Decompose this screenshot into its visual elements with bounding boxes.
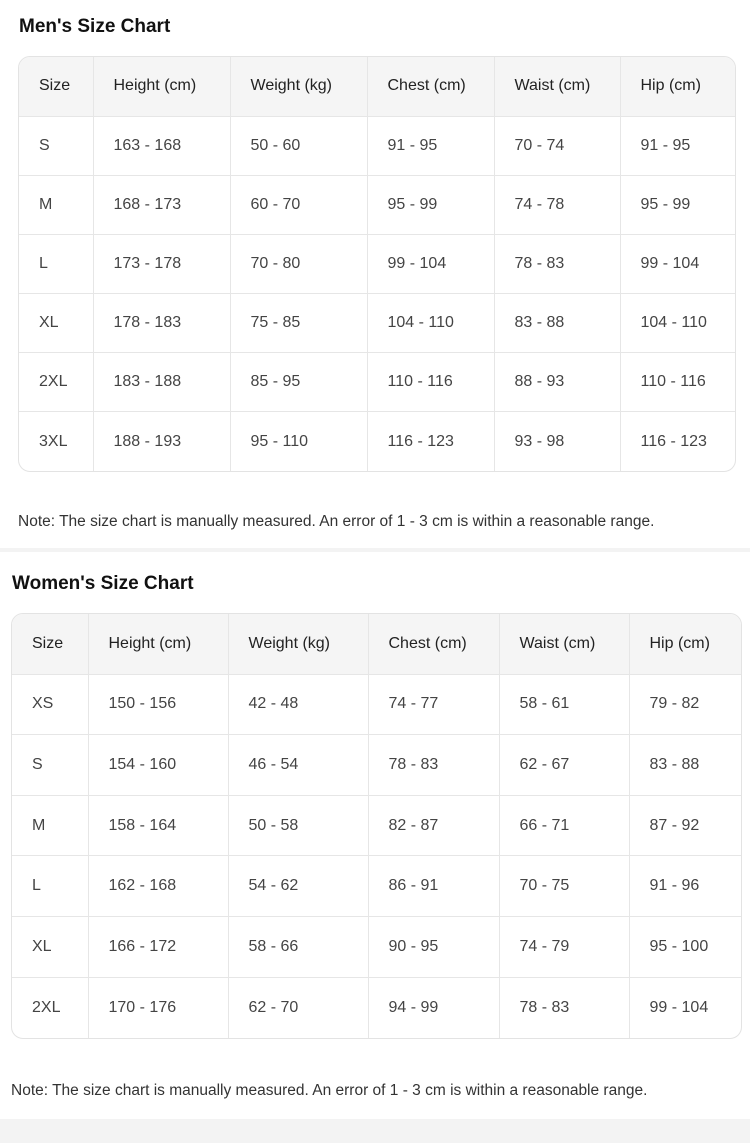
- cell-height: 170 - 176: [88, 977, 228, 1038]
- cell-height: 162 - 168: [88, 856, 228, 917]
- cell-weight: 58 - 66: [228, 917, 368, 978]
- womens-chart-title: Women's Size Chart: [12, 573, 194, 594]
- header-chest: Chest (cm): [367, 57, 494, 116]
- cell-chest: 90 - 95: [368, 917, 499, 978]
- header-weight: Weight (kg): [230, 57, 367, 116]
- cell-height: 183 - 188: [93, 353, 230, 412]
- cell-waist: 70 - 75: [499, 856, 629, 917]
- header-hip: Hip (cm): [629, 614, 741, 674]
- cell-hip: 79 - 82: [629, 674, 741, 735]
- table-row: [12, 917, 741, 978]
- cell-waist: 78 - 83: [494, 234, 620, 293]
- header-height: Height (cm): [93, 57, 230, 116]
- mens-size-section: [0, 0, 750, 548]
- table-row: [12, 977, 741, 1038]
- cell-size: XL: [19, 293, 93, 352]
- cell-waist: 78 - 83: [499, 977, 629, 1038]
- cell-hip: 95 - 99: [620, 175, 735, 234]
- cell-height: 178 - 183: [93, 293, 230, 352]
- cell-waist: 93 - 98: [494, 412, 620, 471]
- cell-height: 173 - 178: [93, 234, 230, 293]
- table-row: [19, 175, 735, 234]
- header-waist: Waist (cm): [499, 614, 629, 674]
- cell-height: 154 - 160: [88, 735, 228, 796]
- cell-size: S: [19, 116, 93, 175]
- header-chest: Chest (cm): [368, 614, 499, 674]
- header-weight: Weight (kg): [228, 614, 368, 674]
- cell-weight: 50 - 58: [228, 795, 368, 856]
- cell-waist: 62 - 67: [499, 735, 629, 796]
- cell-waist: 88 - 93: [494, 353, 620, 412]
- table-header-row: [12, 614, 741, 674]
- cell-waist: 66 - 71: [499, 795, 629, 856]
- cell-size: L: [19, 234, 93, 293]
- cell-size: M: [19, 175, 93, 234]
- cell-weight: 75 - 85: [230, 293, 367, 352]
- cell-weight: 95 - 110: [230, 412, 367, 471]
- cell-hip: 95 - 100: [629, 917, 741, 978]
- cell-height: 168 - 173: [93, 175, 230, 234]
- cell-size: M: [12, 795, 88, 856]
- cell-hip: 110 - 116: [620, 353, 735, 412]
- cell-size: L: [12, 856, 88, 917]
- table-row: [19, 293, 735, 352]
- header-height: Height (cm): [88, 614, 228, 674]
- cell-chest: 94 - 99: [368, 977, 499, 1038]
- cell-waist: 83 - 88: [494, 293, 620, 352]
- cell-weight: 62 - 70: [228, 977, 368, 1038]
- cell-weight: 85 - 95: [230, 353, 367, 412]
- womens-size-table: [11, 613, 742, 1039]
- table-row: [12, 856, 741, 917]
- header-waist: Waist (cm): [494, 57, 620, 116]
- cell-weight: 46 - 54: [228, 735, 368, 796]
- cell-height: 150 - 156: [88, 674, 228, 735]
- cell-chest: 116 - 123: [367, 412, 494, 471]
- womens-size-section: [0, 552, 750, 1119]
- cell-hip: 91 - 96: [629, 856, 741, 917]
- mens-chart-title: Men's Size Chart: [19, 16, 171, 37]
- cell-weight: 70 - 80: [230, 234, 367, 293]
- table-row: [12, 735, 741, 796]
- cell-hip: 104 - 110: [620, 293, 735, 352]
- cell-waist: 70 - 74: [494, 116, 620, 175]
- cell-size: XS: [12, 674, 88, 735]
- cell-hip: 99 - 104: [649, 998, 709, 1016]
- cell-height: 163 - 168: [93, 116, 230, 175]
- cell-hip: 87 - 92: [629, 795, 741, 856]
- cell-chest: 99 - 104: [367, 234, 494, 293]
- cell-height: 188 - 193: [93, 412, 230, 471]
- cell-chest: 74 - 77: [368, 674, 499, 735]
- cell-chest: 110 - 116: [367, 353, 494, 412]
- table-row: [19, 234, 735, 293]
- cell-chest: 86 - 91: [368, 856, 499, 917]
- table-row: [12, 674, 741, 735]
- womens-chart-note: Note: The size chart is manually measured. An error of 1 - 3 cm is within a reasonable range.: [11, 1082, 648, 1099]
- mens-size-table: [18, 56, 736, 472]
- cell-weight: 54 - 62: [228, 856, 368, 917]
- cell-height: 166 - 172: [88, 917, 228, 978]
- cell-chest: 91 - 95: [367, 116, 494, 175]
- cell-weight: 42 - 48: [228, 674, 368, 735]
- header-size: Size: [12, 614, 88, 674]
- cell-waist: 74 - 79: [499, 917, 629, 978]
- cell-chest: 95 - 99: [367, 175, 494, 234]
- cell-hip: 83 - 88: [629, 735, 741, 796]
- cell-weight: 50 - 60: [230, 116, 367, 175]
- header-size: Size: [19, 57, 93, 116]
- mens-chart-note: Note: The size chart is manually measured. An error of 1 - 3 cm is within a reasonable range.: [18, 513, 655, 530]
- table-row: [19, 412, 735, 471]
- table-row: [19, 353, 735, 412]
- cell-chest: 82 - 87: [368, 795, 499, 856]
- cell-size: 2XL: [12, 977, 88, 1038]
- header-hip: Hip (cm): [620, 57, 735, 116]
- cell-size: S: [12, 735, 88, 796]
- cell-chest: 104 - 110: [367, 293, 494, 352]
- cell-size: 2XL: [19, 353, 93, 412]
- cell-hip: 116 - 123: [640, 432, 707, 450]
- cell-waist: 74 - 78: [494, 175, 620, 234]
- cell-size: XL: [12, 917, 88, 978]
- table-row: [19, 116, 735, 175]
- cell-weight: 60 - 70: [230, 175, 367, 234]
- cell-hip: 99 - 104: [620, 234, 735, 293]
- cell-size: 3XL: [19, 412, 93, 471]
- cell-height: 158 - 164: [88, 795, 228, 856]
- cell-chest: 78 - 83: [368, 735, 499, 796]
- cell-waist: 58 - 61: [499, 674, 629, 735]
- table-header-row: [19, 57, 735, 116]
- table-row: [12, 795, 741, 856]
- cell-hip: 91 - 95: [620, 116, 735, 175]
